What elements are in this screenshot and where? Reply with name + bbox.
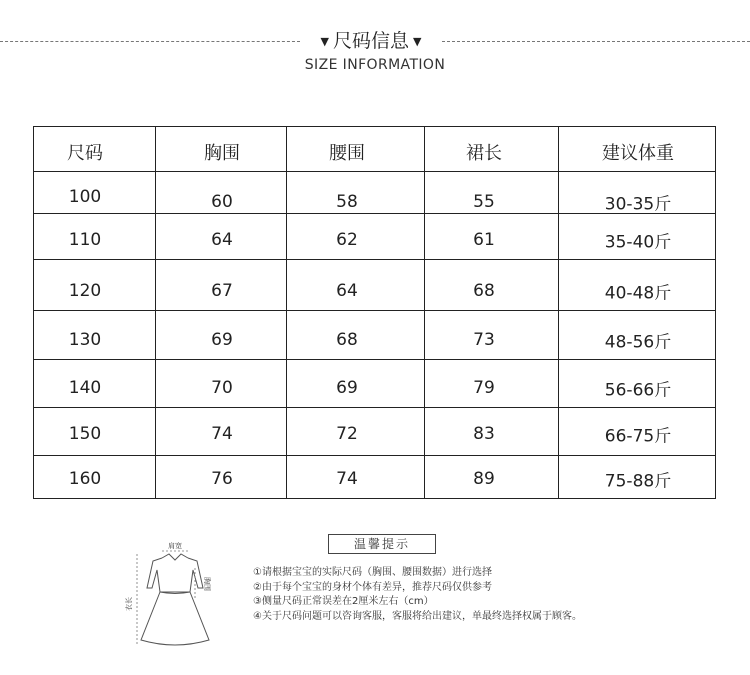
shoulder-label: 肩宽 — [168, 542, 182, 550]
table-cell: 40-48斤 — [604, 283, 672, 304]
table-cell: 30-35斤 — [604, 194, 672, 215]
tip-item: ③侧量尺码正常误差在2厘米左右（cm） — [253, 596, 434, 607]
table-cell: 150 — [68, 424, 102, 444]
table-column-divider — [424, 127, 425, 498]
table-cell: 130 — [68, 330, 102, 350]
table-cell: 74 — [336, 469, 358, 489]
bust-label: 胸围 — [203, 577, 211, 591]
table-cell: 74 — [211, 424, 233, 444]
table-cell: 73 — [473, 330, 495, 350]
tips-title: 温馨提示 — [328, 534, 436, 554]
triangle-down-icon: ▼ — [320, 35, 329, 48]
table-cell: 56-66斤 — [604, 380, 672, 401]
table-row-divider — [34, 171, 715, 172]
table-header-cell: 尺码 — [67, 143, 103, 164]
page-title-text: 尺码信息 — [332, 30, 409, 52]
table-cell: 68 — [336, 330, 358, 350]
table-cell: 58 — [336, 192, 358, 212]
table-row-divider — [34, 310, 715, 311]
header-divider-right — [442, 41, 750, 42]
table-cell: 79 — [473, 378, 495, 398]
table-cell: 67 — [211, 281, 233, 301]
table-row-divider — [34, 259, 715, 260]
table-cell: 55 — [473, 192, 495, 212]
triangle-down-icon: ▼ — [413, 35, 422, 48]
table-cell: 64 — [336, 281, 358, 301]
table-cell: 75-88斤 — [604, 471, 672, 492]
tip-item: ①请根据宝宝的实际尺码（胸围、腰围数据）进行选择 — [253, 567, 492, 578]
dress-skirt — [141, 592, 209, 645]
table-cell: 160 — [68, 469, 102, 489]
table-cell: 100 — [68, 187, 102, 207]
table-header-cell: 胸围 — [204, 143, 240, 164]
table-cell: 70 — [211, 378, 233, 398]
tip-item: ④关于尺码问题可以咨询客服，客服将给出建议，单最终选择权属于顾客。 — [253, 610, 582, 622]
table-cell: 48-56斤 — [604, 332, 672, 353]
table-cell: 68 — [473, 281, 495, 301]
table-cell: 89 — [473, 469, 495, 489]
table-column-divider — [155, 127, 156, 498]
table-cell: 110 — [68, 230, 102, 250]
table-row-divider — [34, 455, 715, 456]
table-cell: 140 — [68, 378, 102, 398]
page-title — [300, 28, 442, 55]
table-row-divider — [34, 359, 715, 360]
table-cell: 62 — [336, 230, 358, 250]
dress-collar — [162, 554, 188, 560]
table-header-cell: 裙长 — [466, 143, 502, 164]
table-header-cell: 建议体重 — [602, 143, 674, 164]
table-cell: 60 — [211, 192, 233, 212]
dress-bodice — [147, 558, 203, 592]
length-label: 衣长 — [125, 597, 133, 611]
size-table — [33, 126, 716, 499]
page-subtitle: SIZE INFORMATION — [304, 57, 446, 73]
table-cell: 72 — [336, 424, 358, 444]
dress-diagram — [125, 540, 225, 655]
table-cell: 120 — [68, 281, 102, 301]
table-cell: 83 — [473, 424, 495, 444]
table-header-cell: 腰围 — [329, 143, 365, 164]
table-column-divider — [558, 127, 559, 498]
table-cell: 76 — [211, 469, 233, 489]
tip-item: ②由于每个宝宝的身材个体有差异，推荐尺码仅供参考 — [253, 581, 492, 593]
table-cell: 66-75斤 — [604, 426, 672, 447]
table-cell: 61 — [473, 230, 495, 250]
table-cell: 64 — [211, 230, 233, 250]
table-cell: 69 — [336, 378, 358, 398]
table-cell: 69 — [211, 330, 233, 350]
header-divider-left — [0, 41, 300, 42]
tips-list — [253, 566, 582, 624]
table-column-divider — [286, 127, 287, 498]
table-cell: 35-40斤 — [604, 232, 672, 253]
table-row-divider — [34, 407, 715, 408]
